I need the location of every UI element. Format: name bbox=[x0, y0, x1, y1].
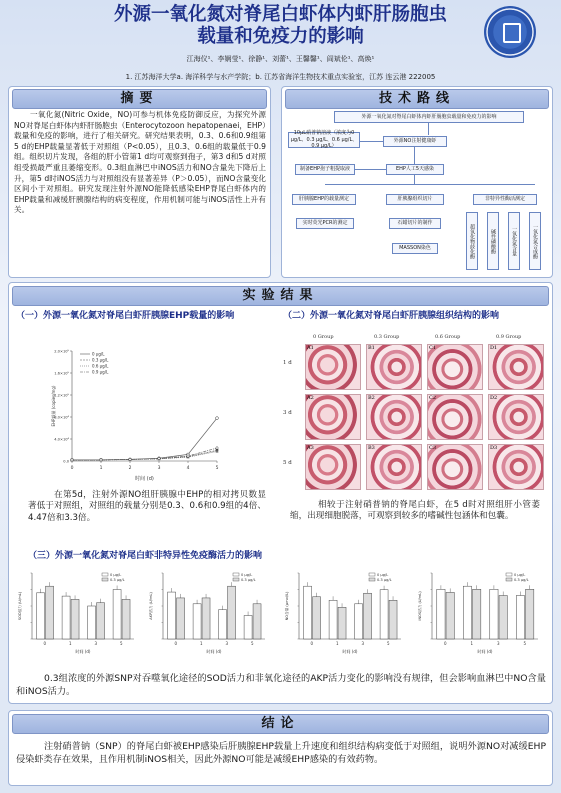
flow-masson: MASSON染色 bbox=[392, 243, 438, 254]
bar bbox=[304, 586, 312, 639]
sod-bar-chart bbox=[16, 567, 138, 655]
flow-pcr: 实时荧光PCR的测定 bbox=[296, 218, 354, 229]
legend-label: 0 μg/L bbox=[92, 351, 105, 357]
conclusion-header: 结论 bbox=[12, 714, 549, 734]
legend-swatch bbox=[102, 578, 108, 581]
x-tick-label: 3 bbox=[225, 641, 229, 646]
x-tick-label: 4 bbox=[186, 466, 190, 471]
x-tick-label: 5 bbox=[250, 641, 254, 646]
histology-image bbox=[488, 444, 544, 490]
authors: 江海仪¹、李娴莹¹、徐静¹、刘蕾¹、王馨馨¹、阎斌伦¹、高焕¹ bbox=[186, 55, 375, 63]
histology-col-label: 0.6 Group bbox=[435, 334, 461, 340]
flow-arrow bbox=[355, 169, 386, 170]
x-tick-label: 0 bbox=[70, 466, 74, 471]
legend-swatch bbox=[369, 578, 375, 581]
histology-image bbox=[305, 394, 361, 440]
bar bbox=[113, 590, 121, 640]
bar bbox=[46, 586, 54, 639]
bar bbox=[338, 607, 346, 639]
bar bbox=[177, 598, 185, 639]
x-tick-label: 2 bbox=[128, 466, 132, 471]
histology-panel-label: A2 bbox=[307, 395, 314, 401]
abstract-header: 摘要 bbox=[12, 89, 267, 109]
flow-prep: 制备EHP孢子粗提取液 bbox=[295, 164, 355, 175]
x-tick-label: 3 bbox=[157, 466, 161, 471]
histology-image bbox=[366, 394, 422, 440]
affiliation: 1. 江苏海洋大学a. 海洋科学与水产学院；b. 江苏省海洋生物技术重点实验室，江苏 连云港 222005 bbox=[125, 73, 436, 81]
histology-panel-label: A1 bbox=[307, 345, 314, 351]
x-tick-label: 0 bbox=[310, 641, 314, 646]
histology-row-label: 1 d bbox=[283, 360, 292, 366]
caption-1: 在第5d，注射外源NO组肝胰腺中EHP的相对拷贝数显著低于对照组，对照组的载量分别是0.3、0.6和0.9组的4倍、4.47倍和3.3倍。 bbox=[28, 490, 266, 523]
x-tick-label: 1 bbox=[470, 641, 474, 646]
legend-label: 0.3 μg/L bbox=[110, 578, 125, 582]
histology-col-label: 0.9 Group bbox=[496, 334, 522, 340]
bar bbox=[380, 590, 388, 639]
legend-label: 0.3 μg/L bbox=[241, 578, 256, 582]
flow-section: 肝胰腺组织切片 bbox=[386, 194, 444, 205]
flow-enzyme-inos: 一氧化氮合成酶 bbox=[529, 212, 541, 270]
flow-immune: 非特异性酶活测定 bbox=[473, 194, 537, 205]
bar bbox=[122, 599, 130, 639]
y-tick-label: 4.0×10⁴ bbox=[54, 437, 69, 442]
histology-panel-label: B3 bbox=[368, 445, 375, 451]
akp-bar-chart bbox=[147, 567, 269, 655]
poster-title-line2: 载量和免疫力的影响 bbox=[197, 26, 364, 47]
histology-panel-label: B1 bbox=[368, 345, 375, 351]
caption-3: 0.3组浓度的外源SNP对吞噬氧化途径的SOD活力和非氧化途径的AKP活力变化的影响没有规律，但会影响血淋巴中NO含量和iNOS活力。 bbox=[16, 673, 546, 697]
legend-swatch bbox=[233, 578, 239, 581]
x-tick-label: 0 bbox=[43, 641, 47, 646]
bar bbox=[446, 592, 454, 639]
y-tick-label: 2.0×10⁵ bbox=[54, 349, 69, 354]
flow-reagent: 10μL硝普钠溶液（浓度为0 μg/L、0.3 μg/L、0.6 μg/L、0.9 μg/L） bbox=[288, 132, 360, 148]
bar bbox=[97, 603, 105, 639]
bar bbox=[463, 586, 471, 639]
bar bbox=[228, 586, 236, 639]
section-3-title: （三）外源一氧化氮对脊尾白虾非特异性免疫酶活力的影响 bbox=[28, 551, 263, 561]
bar bbox=[526, 589, 534, 639]
bar bbox=[71, 599, 79, 639]
x-axis-label: 时间 (d) bbox=[342, 649, 358, 654]
histology-col-label: 0.3 Group bbox=[374, 334, 400, 340]
x-tick-label: 3 bbox=[94, 641, 98, 646]
flow-loadtest: 肝胰腺EHP的载量测定 bbox=[292, 194, 356, 205]
y-tick-label: 0.0 bbox=[63, 459, 69, 464]
bar bbox=[499, 596, 507, 639]
conclusion-text: 注射硝普钠（SNP）的脊尾白虾被EHP感染后肝胰腺EHP载量上升速度和组织结构病变低于对照组，说明外源NO对减缓EHP侵染虾类存在效果，且作用机制iNOS相关，因此外源NO可能是减缓EHP感染的有效药物。 bbox=[16, 741, 546, 765]
legend-label: 0 μg/L bbox=[514, 573, 526, 577]
x-axis-label: 时间 (d) bbox=[135, 476, 154, 482]
histology-panel-label: A3 bbox=[307, 445, 314, 451]
x-tick-label: 0 bbox=[174, 641, 178, 646]
flow-arrow bbox=[428, 123, 429, 135]
bar bbox=[193, 604, 201, 639]
abstract-text: 一氧化氮(Nitric Oxide，NO)可参与机体免疫防御反应，为探究外源NO对脊尾白虾体内虾肝肠胞虫（Enterocytozoon hepatopenaei，EHP）载量和免疫的影响，进行了相关研究。研究结果表明，0.3、0.6和0.9组第5 d的EHP载量显著低于对照组（P<0.05），且0.3、0.6组的载量低于0.9组。组织切片发现，各组的肝小管第1 d均可观察到孢子，第3 d和5 d对照组受损最严重且萎缩变形。0.3组血淋巴中iNOS活力和NO含量先下降后上升，第5 d时iNOS活力与对照组没有显著差异（P＞0.05），而NO含量变化区间小于对照组。研究发现注射外源NO能降低感染EHP脊尾白虾体内的EHP载量和减缓肝胰腺结构的病变程度，作用机制可能与iNOS活性上升有关。 bbox=[14, 110, 266, 215]
x-tick-label: 5 bbox=[215, 466, 219, 471]
histology-image bbox=[488, 394, 544, 440]
histology-panel-label: D1 bbox=[490, 345, 498, 351]
histology-row-label: 3 d bbox=[283, 410, 292, 416]
legend-swatch bbox=[369, 573, 375, 576]
bar bbox=[168, 592, 176, 639]
no-bar-chart bbox=[283, 567, 405, 655]
legend-label: 0.3 μg/L bbox=[377, 578, 392, 582]
section-2-title: （二）外源一氧化氮对脊尾白虾肝胰腺组织结构的影响 bbox=[283, 311, 500, 321]
flow-enzyme-akp: 碱性磷酸酶 bbox=[487, 212, 499, 270]
y-axis-label: NO含量 (μmol/L) bbox=[285, 591, 289, 621]
bar bbox=[253, 604, 261, 639]
legend-swatch bbox=[102, 573, 108, 576]
bar bbox=[364, 593, 372, 639]
y-axis-label: AKP活力 (U/mL) bbox=[149, 592, 153, 620]
histology-image bbox=[305, 444, 361, 490]
legend-label: 0.3 μg/L bbox=[514, 578, 529, 582]
x-tick-label: 1 bbox=[199, 641, 203, 646]
bar bbox=[62, 596, 70, 639]
y-axis-label: EHP载量 (copies/mg) bbox=[51, 385, 56, 427]
x-tick-label: 3 bbox=[361, 641, 365, 646]
histology-panel-label: C2 bbox=[429, 395, 437, 401]
histology-image bbox=[366, 344, 422, 390]
histology-image bbox=[305, 344, 361, 390]
university-logo bbox=[484, 6, 536, 58]
bar bbox=[389, 600, 397, 639]
histology-panel-label: C1 bbox=[429, 345, 437, 351]
histology-image bbox=[366, 444, 422, 490]
flow-infect: EHP人工5天感染 bbox=[386, 164, 444, 175]
y-tick-label: 8.0×10⁴ bbox=[54, 415, 69, 420]
histology-image bbox=[427, 344, 483, 390]
bar bbox=[473, 589, 481, 639]
inos-bar-chart bbox=[416, 567, 542, 655]
x-tick-label: 3 bbox=[496, 641, 500, 646]
caption-2: 相较于注射硝普钠的脊尾白虾，在5 d时对照组肝小管萎缩，出现细胞脱落，可观察到较多的嗜碱性包涵体和包囊。 bbox=[290, 500, 540, 522]
flow-paraffin: 石蜡切片的制作 bbox=[389, 218, 441, 229]
flow-arrow bbox=[360, 141, 383, 142]
flow-enzyme-no: 一氧化氮含量 bbox=[508, 212, 520, 270]
bar bbox=[329, 600, 337, 639]
tech-route-header: 技术路线 bbox=[285, 89, 549, 109]
x-axis-label: 时间 (d) bbox=[206, 649, 222, 654]
histology-panel-label: D2 bbox=[490, 395, 498, 401]
flow-enzyme-sod: 超氧化物歧化酶 bbox=[466, 212, 478, 270]
x-tick-label: 1 bbox=[68, 641, 72, 646]
results-header: 实验结果 bbox=[12, 286, 549, 306]
x-axis-label: 时间 (d) bbox=[75, 649, 91, 654]
legend-label: 0 μg/L bbox=[377, 573, 389, 577]
legend-label: 0.9 μg/L bbox=[92, 369, 109, 375]
legend-swatch bbox=[506, 573, 512, 576]
legend-swatch bbox=[506, 578, 512, 581]
x-tick-label: 5 bbox=[386, 641, 390, 646]
flow-top: 外源一氧化氮对脊尾白虾体内虾肝肠胞虫载量和免疫力的影响 bbox=[334, 111, 524, 123]
legend-label: 0 μg/L bbox=[110, 573, 122, 577]
x-tick-label: 0 bbox=[443, 641, 447, 646]
bar bbox=[355, 604, 363, 639]
y-axis-label: SOD活力 (U/mL) bbox=[18, 591, 22, 621]
poster-title-line1: 外源一氧化氮对脊尾白虾体内虾肝肠胞虫 bbox=[113, 4, 447, 25]
x-tick-label: 5 bbox=[523, 641, 527, 646]
flow-arrow bbox=[414, 175, 415, 184]
x-axis-label: 时间 (d) bbox=[477, 649, 493, 654]
section-1-title: （一）外源一氧化氮对脊尾白虾肝胰腺EHP载量的影响 bbox=[16, 311, 235, 321]
legend-label: 0.3 μg/L bbox=[92, 357, 109, 363]
histology-panel-label: D3 bbox=[490, 445, 498, 451]
bar bbox=[516, 596, 524, 639]
histology-image bbox=[488, 344, 544, 390]
histology-col-label: 0 Group bbox=[313, 334, 334, 340]
histology-image bbox=[427, 394, 483, 440]
flow-arrow bbox=[414, 147, 415, 164]
legend-label: 0.6 μg/L bbox=[92, 363, 109, 369]
legend-label: 0 μg/L bbox=[241, 573, 253, 577]
data-point bbox=[216, 417, 219, 420]
bar bbox=[313, 597, 321, 639]
y-tick-label: 1.6×10⁵ bbox=[54, 371, 69, 376]
histology-panel-label: C3 bbox=[429, 445, 437, 451]
series-line bbox=[72, 448, 217, 460]
x-tick-label: 1 bbox=[335, 641, 339, 646]
bar bbox=[37, 593, 45, 639]
bar bbox=[244, 616, 252, 639]
flow-inject: 外源NO注射健康虾 bbox=[383, 136, 447, 147]
y-axis-label: iNOS活力 (U/mL) bbox=[418, 591, 422, 621]
histology-panel-label: B2 bbox=[368, 395, 375, 401]
bar bbox=[88, 606, 96, 639]
x-tick-label: 5 bbox=[119, 641, 123, 646]
histology-row-label: 5 d bbox=[283, 460, 292, 466]
ehp-load-line-chart bbox=[50, 345, 225, 483]
bar bbox=[437, 589, 445, 639]
series-line bbox=[72, 418, 217, 460]
x-tick-label: 1 bbox=[99, 466, 103, 471]
flow-branch-line bbox=[325, 184, 535, 185]
histology-grid bbox=[283, 334, 549, 494]
histology-image bbox=[427, 444, 483, 490]
legend-swatch bbox=[233, 573, 239, 576]
y-tick-label: 1.2×10⁵ bbox=[54, 393, 69, 398]
bar bbox=[219, 610, 227, 639]
bar bbox=[490, 589, 498, 639]
bar bbox=[202, 598, 210, 639]
